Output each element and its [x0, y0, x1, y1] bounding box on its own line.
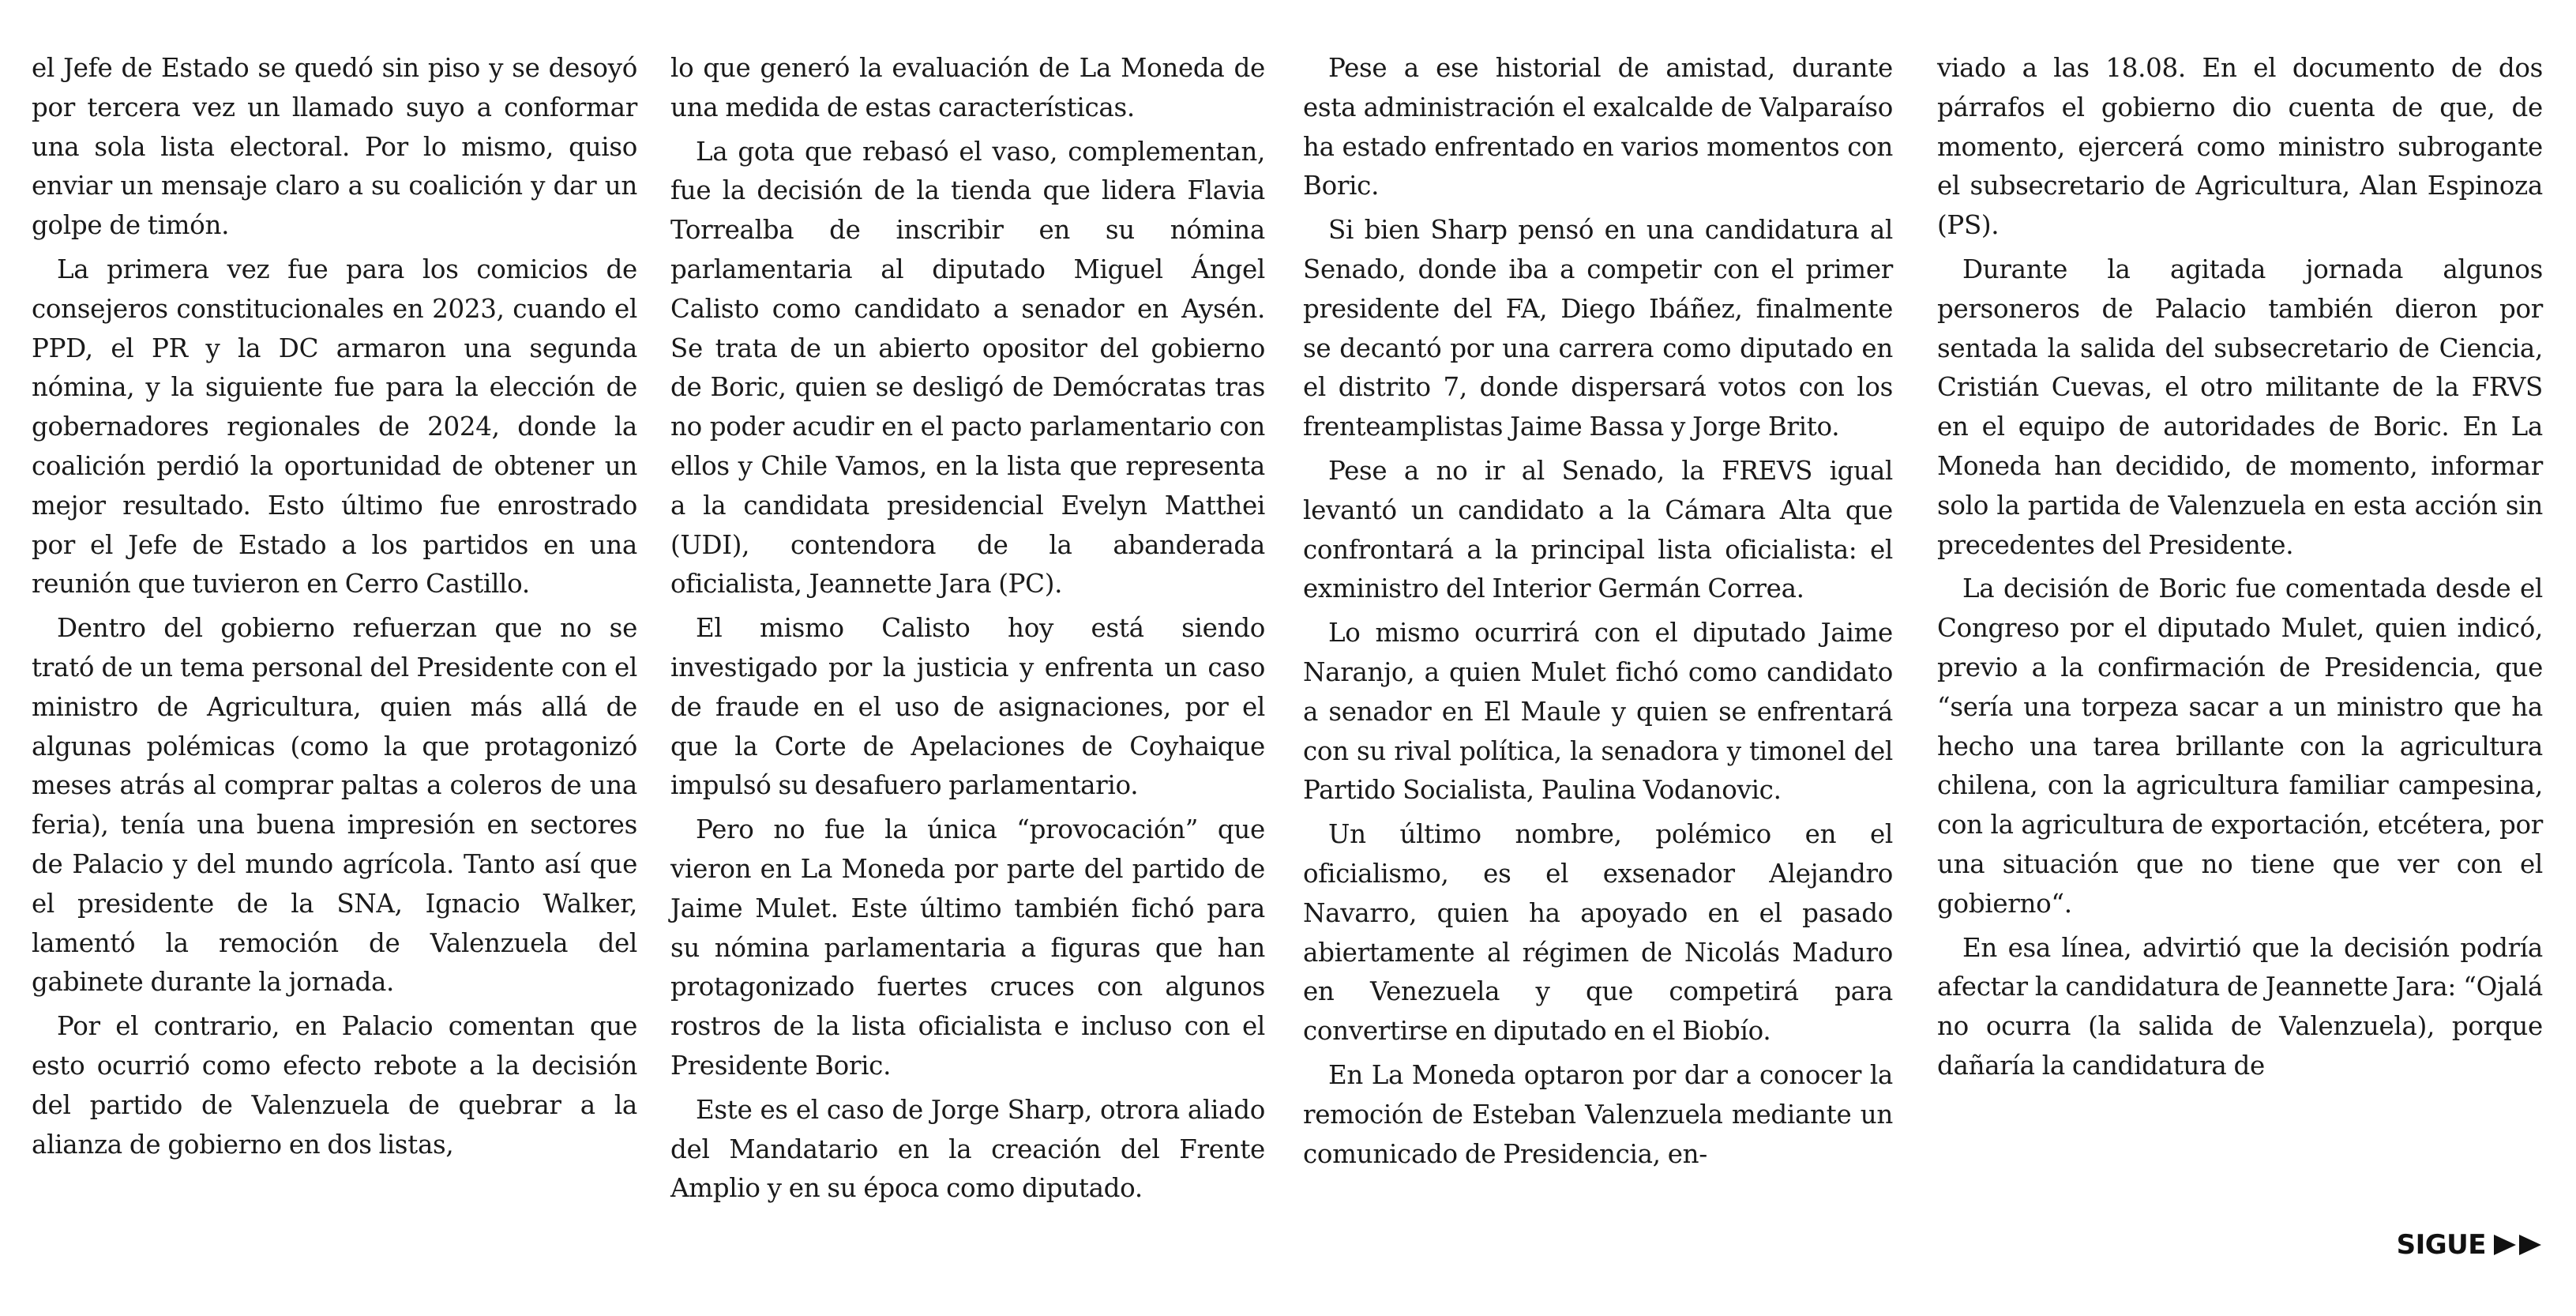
- sigue-label: SIGUE: [2396, 1229, 2486, 1261]
- paragraph: Pese a ese historial de amistad, durante esta administración el exalcalde de Valparaíso ha estado enfrentado en varios momentos con Boric.: [1303, 53, 1893, 201]
- paragraph: Pero no fue la única “provocación” que vieron en La Moneda por parte del partido de Jaime Mulet. Este último también fichó para su nómina parlamentaria a figuras que han protagonizado fuertes cruces con algunos rostros de la lista oficialista e incluso con el Presidente Boric.: [670, 814, 1265, 1081]
- article-column-1: [32, 49, 659, 1281]
- double-arrow-right-icon: [2492, 1232, 2544, 1258]
- paragraph: Lo mismo ocurrirá con el diputado Jaime Naranjo, a quien Mulet fichó como candidato a senador en El Maule y quien se enfrentará con su rival política, la senadora y timonel del Partido Socialista, Paulina Vodanovic.: [1303, 618, 1893, 806]
- article-body: [32, 49, 2543, 1281]
- paragraph: lo que generó la evaluación de La Moneda de una medida de estas características.: [670, 53, 1265, 122]
- paragraph: viado a las 18.08. En el documento de dos párrafos el gobierno dio cuenta de que, de momento, ejercerá como ministro subrogante el subsecretario de Agricultura, Alan Espinoza (PS).: [1937, 53, 2543, 241]
- paragraph: La primera vez fue para los comicios de consejeros constitucionales en 2023, cuando el PPD, el PR y la DC armaron una segunda nómina, y la siguiente fue para la elección de gobernadores regionales de 2024, donde la coalición perdió la oportunidad de obtener un mejor resultado. Esto último fue enrostrado por el Jefe de Estado a los partidos en una reunión que tuvieron en Cerro Castillo.: [32, 254, 637, 600]
- paragraph: Pese a no ir al Senado, la FREVS igual levantó un candidato a la Cámara Alta que confrontará a la principal lista oficialista: el exministro del Interior Germán Correa.: [1303, 455, 1893, 604]
- paragraph: el Jefe de Estado se quedó sin piso y se desoyó por tercera vez un llamado suyo a conformar una sola lista electoral. Por lo mismo, quiso enviar un mensaje claro a su coalición y dar un golpe de timón.: [32, 53, 637, 241]
- article-column-2: [659, 49, 1287, 1281]
- paragraph: Este es el caso de Jorge Sharp, otrora aliado del Mandatario en la creación del Frente Amplio y en su época como diputado.: [670, 1094, 1265, 1204]
- paragraph: La gota que rebasó el vaso, complementan, fue la decisión de la tienda que lidera Flavia Torrealba de inscribir en su nómina parlamentaria al diputado Miguel Ángel Calisto como candidato a senador en Aysén. Se trata de un abierto opositor del gobierno de Boric, quien se desligó de Demócratas tras no poder acudir en el pacto parlamentario con ellos y Chile Vamos, en la lista que representa a la candidata presidencial Evelyn Matthei (UDI), contendora de la abanderada oficialista, Jeannette Jara (PC).: [670, 136, 1265, 600]
- paragraph: Por el contrario, en Palacio comentan que esto ocurrió como efecto rebote a la decisión del partido de Valenzuela de quebrar a la alianza de gobierno en dos listas,: [32, 1011, 637, 1160]
- paragraph: En esa línea, advirtió que la decisión podría afectar la candidatura de Jeannette Jara: “Ojalá no ocurra (la salida de Valenzuela), porque dañaría la candidatura de: [1937, 932, 2543, 1081]
- paragraph: Si bien Sharp pensó en una candidatura al Senado, donde iba a competir con el primer presidente del FA, Diego Ibáñez, finalmente se decantó por una carrera como diputado en el distrito 7, donde dispersará votos con los frenteamplistas Jaime Bassa y Jorge Brito.: [1303, 215, 1893, 442]
- paragraph: El mismo Calisto hoy está siendo investigado por la justicia y enfrenta un caso de fraude en el uso de asignaciones, por el que la Corte de Apelaciones de Coyhaique impulsó su desafuero parlamentario.: [670, 613, 1265, 801]
- continues-marker: [2397, 1229, 2544, 1261]
- paragraph: Un último nombre, polémico en el oficialismo, es el exsenador Alejandro Navarro, quien ha apoyado en el pasado abiertamente al régimen de Nicolás Maduro en Venezuela y que competirá para convertirse en diputado en el Biobío.: [1303, 819, 1893, 1047]
- paragraph: La decisión de Boric fue comentada desde el Congreso por el diputado Mulet, quien indicó, previo a la confirmación de Presidencia, que “sería una torpeza sacar a un ministro que ha hecho una tarea brillante con la agricultura chilena, con la agricultura familiar campesina, con la agricultura de exportación, etcétera, por una situación que no tiene que ver con el gobierno“.: [1937, 573, 2543, 919]
- paragraph: Durante la agitada jornada algunos personeros de Palacio también dieron por sentada la salida del subsecretario de Ciencia, Cristián Cuevas, el otro militante de la FRVS en el equipo de autoridades de Boric. En La Moneda han decidido, de momento, informar solo la partida de Valenzuela en esta acción sin precedentes del Presidente.: [1937, 254, 2543, 560]
- paragraph: Dentro del gobierno refuerzan que no se trató de un tema personal del Presidente con el ministro de Agricultura, quien más allá de algunas polémicas (como la que protagonizó meses atrás al comprar paltas a coleros de una feria), tenía una buena impresión en sectores de Palacio y del mundo agrícola. Tanto así que el presidente de la SNA, Ignacio Walker, lamentó la remoción de Valenzuela del gabinete durante la jornada.: [32, 613, 637, 998]
- article-column-3: [1287, 49, 1915, 1281]
- article-column-4: [1915, 49, 2543, 1281]
- paragraph: En La Moneda optaron por dar a conocer la remoción de Esteban Valenzuela mediante un comunicado de Presidencia, en-: [1303, 1059, 1893, 1169]
